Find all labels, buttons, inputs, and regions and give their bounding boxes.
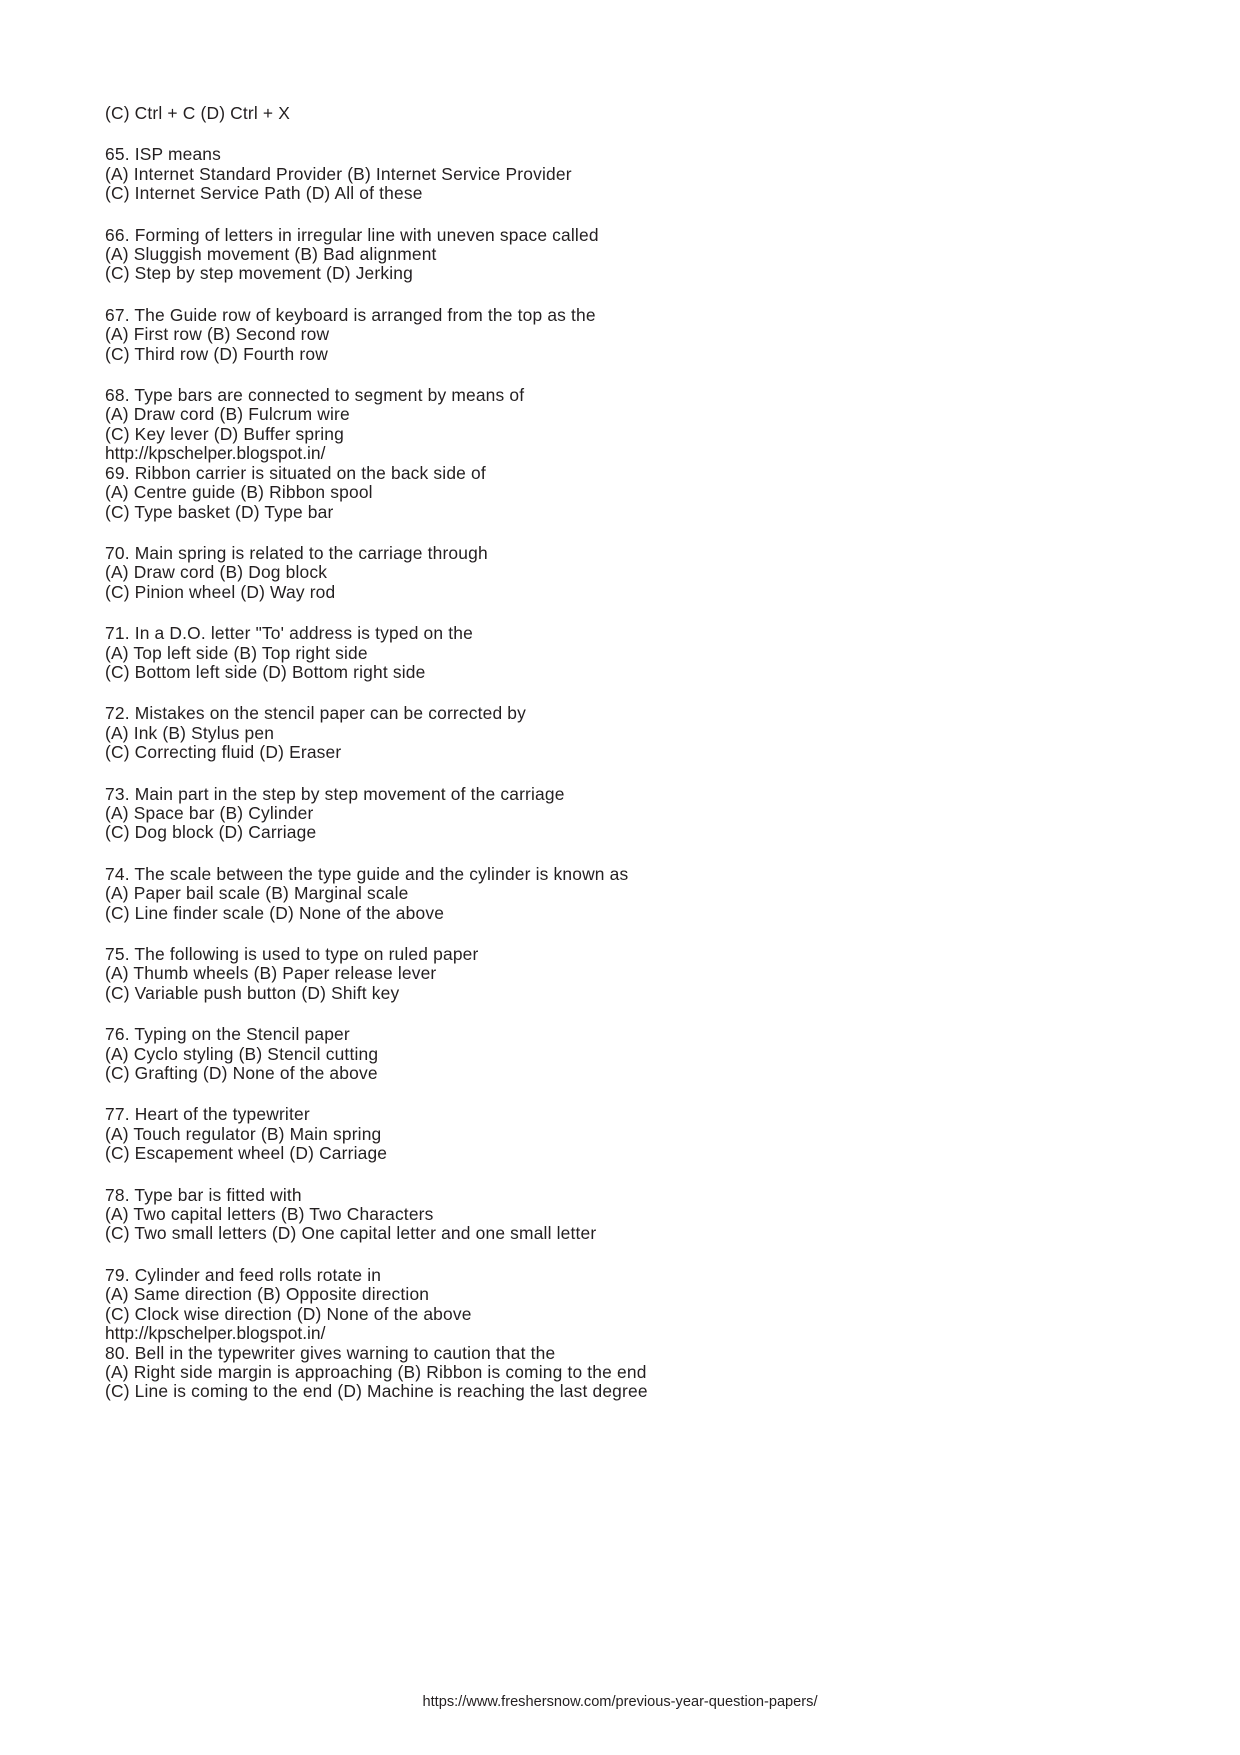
question-options-row-1: (A) Same direction (B) Opposite direction (105, 1284, 430, 1305)
question-item-80 (105, 1344, 1105, 1402)
blogspot-watermark-url: http://kpschelper.blogspot.in/ (105, 1323, 326, 1344)
inline-watermark-1 (105, 444, 1105, 463)
question-options-row-2: (C) Pinion wheel (D) Way rod (105, 581, 336, 602)
question-options-row-1: (A) Space bar (B) Cylinder (105, 802, 314, 823)
question-item-79 (105, 1266, 1105, 1324)
question-stem: 67. The Guide row of keyboard is arranged from the top as the (105, 304, 596, 325)
question-item-77 (105, 1105, 1105, 1163)
question-stem: 79. Cylinder and feed rolls rotate in (105, 1264, 382, 1285)
footer-source-url: https://www.freshersnow.com/previous-year-question-papers/ (422, 1694, 818, 1710)
question-options-row-1: (A) Draw cord (B) Fulcrum wire (105, 404, 350, 425)
question-options-row-1: (A) Touch regulator (B) Main spring (105, 1123, 382, 1144)
question-options-row-2: (C) Clock wise direction (D) None of the above (105, 1303, 472, 1324)
question-item-78 (105, 1186, 1105, 1244)
question-item-71 (105, 624, 1105, 682)
question-options-row-2: (C) Grafting (D) None of the above (105, 1063, 378, 1084)
question-stem: 73. Main part in the step by step movement of the carriage (105, 783, 565, 804)
question-options-row-1: (A) Top left side (B) Top right side (105, 642, 368, 663)
question-options-row-2: (C) Bottom left side (D) Bottom right side (105, 661, 426, 682)
question-options-row-1: (A) Thumb wheels (B) Paper release lever (105, 963, 437, 984)
question-stem: 70. Main spring is related to the carriage through (105, 542, 488, 563)
inline-watermark-2 (105, 1324, 1105, 1343)
question-options-row-2: (C) Escapement wheel (D) Carriage (105, 1143, 388, 1164)
question-stem: 72. Mistakes on the stencil paper can be corrected by (105, 703, 527, 724)
question-item-67 (105, 306, 1105, 364)
question-stem: 71. In a D.O. letter "To' address is typed on the (105, 623, 473, 644)
question-stem: 76. Typing on the Stencil paper (105, 1024, 350, 1045)
question-options-row-2: (C) Key lever (D) Buffer spring (105, 423, 344, 444)
question-stem: 65. ISP means (105, 144, 222, 165)
question-options-row-1: (A) Paper bail scale (B) Marginal scale (105, 883, 409, 904)
question-item-76 (105, 1025, 1105, 1083)
question-stem: 74. The scale between the type guide and the cylinder is known as (105, 863, 629, 884)
question-options-row-2: (C) Two small letters (D) One capital letter and one small letter (105, 1223, 597, 1244)
question-stem: 77. Heart of the typewriter (105, 1104, 310, 1125)
question-options-row-1: (A) Two capital letters (B) Two Characters (105, 1204, 434, 1225)
question-item-69 (105, 464, 1105, 522)
question-item-72 (105, 704, 1105, 762)
question-options-row-2: (C) Correcting fluid (D) Eraser (105, 742, 342, 763)
page-footer (0, 1693, 1240, 1711)
question-item-66 (105, 226, 1105, 284)
question-item-73 (105, 785, 1105, 843)
continued-answer-line: (C) Ctrl + C (D) Ctrl + X (105, 103, 291, 123)
question-options-row-2: (C) Dog block (D) Carriage (105, 822, 317, 843)
question-options-row-1: (A) Sluggish movement (B) Bad alignment (105, 244, 437, 265)
question-stem: 66. Forming of letters in irregular line with uneven space called (105, 224, 599, 245)
blogspot-watermark-url: http://kpschelper.blogspot.in/ (105, 443, 326, 464)
question-stem: 80. Bell in the typewriter gives warning to caution that the (105, 1342, 556, 1363)
question-stem: 69. Ribbon carrier is situated on the back side of (105, 462, 486, 483)
question-options-row-2: (C) Variable push button (D) Shift key (105, 982, 400, 1003)
continued-answer-line-block (105, 104, 1105, 123)
question-options-row-2: (C) Third row (D) Fourth row (105, 343, 328, 364)
question-options-row-1: (A) Centre guide (B) Ribbon spool (105, 482, 373, 503)
question-stem: 75. The following is used to type on ruled paper (105, 944, 479, 964)
question-item-65 (105, 145, 1105, 203)
question-list (105, 104, 1105, 1424)
question-item-68 (105, 386, 1105, 444)
question-item-75 (105, 945, 1105, 1003)
question-options-row-2: (C) Line finder scale (D) None of the above (105, 902, 445, 923)
question-options-row-1: (A) Right side margin is approaching (B) Ribbon is coming to the end (105, 1361, 647, 1382)
question-options-row-1: (A) Draw cord (B) Dog block (105, 562, 328, 583)
question-options-row-1: (A) Internet Standard Provider (B) Internet Service Provider (105, 163, 572, 184)
question-options-row-1: (A) First row (B) Second row (105, 324, 330, 345)
question-options-row-2: (C) Internet Service Path (D) All of these (105, 183, 423, 204)
question-options-row-1: (A) Ink (B) Stylus pen (105, 722, 275, 743)
question-options-row-2: (C) Type basket (D) Type bar (105, 501, 334, 522)
question-options-row-2: (C) Line is coming to the end (D) Machine is reaching the last degree (105, 1381, 648, 1402)
question-options-row-2: (C) Step by step movement (D) Jerking (105, 263, 413, 284)
question-stem: 68. Type bars are connected to segment by means of (105, 385, 525, 406)
question-options-row-1: (A) Cyclo styling (B) Stencil cutting (105, 1043, 379, 1064)
question-stem: 78. Type bar is fitted with (105, 1184, 302, 1205)
question-item-70 (105, 544, 1105, 602)
question-item-74 (105, 865, 1105, 923)
